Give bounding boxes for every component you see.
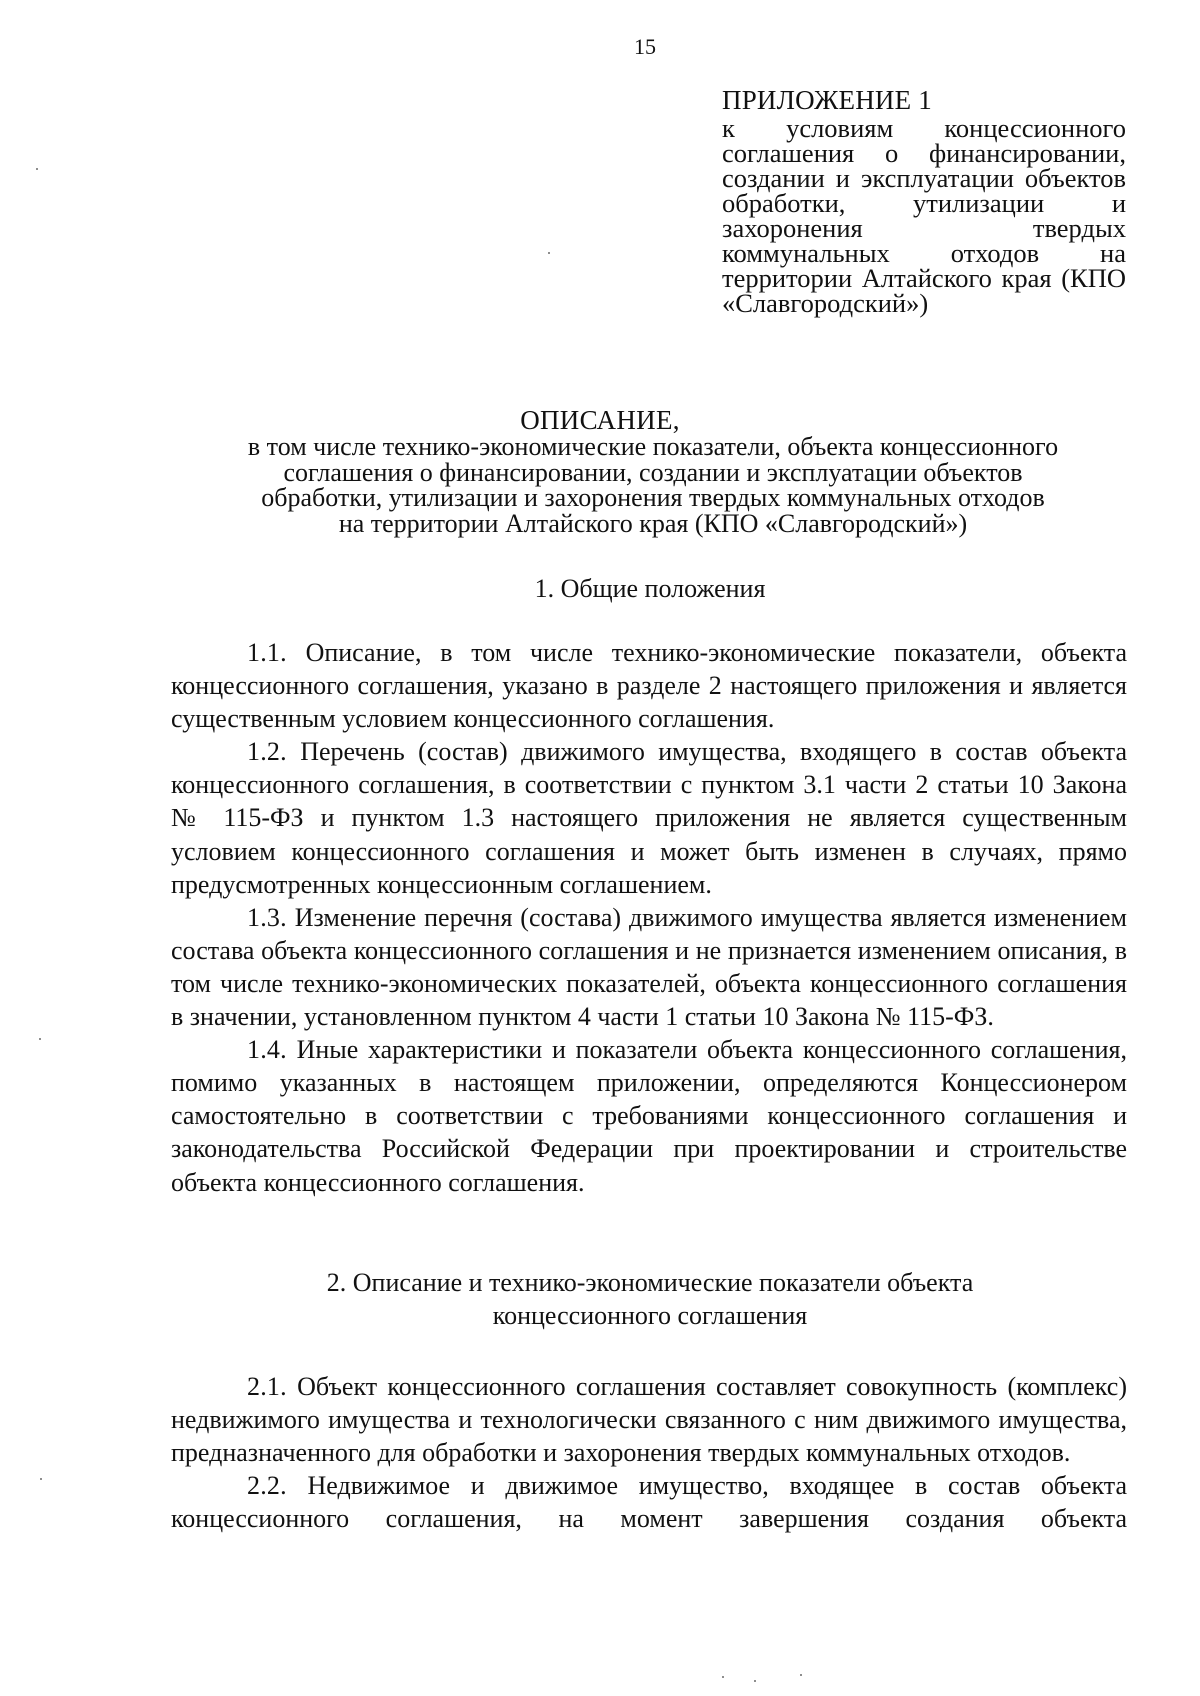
paragraph-number: 1.3. — [247, 902, 287, 932]
paragraph-number: 1.1. — [247, 638, 287, 667]
paragraph-text: Перечень (состав) движимого имущества, входящего в состав объекта концессионного соглашения, в соответствии с пунктом 3.1 части 2 статьи 10 Закона № 115-ФЗ и пунктом 1.3 настоящего приложения не является существенным условием концессионного соглашения и может быть изменен в случаях, прямо предусмотренных концессионным соглашением. — [171, 737, 1128, 899]
paragraph-1-3 — [171, 901, 1127, 1033]
paragraph-1-4 — [171, 1033, 1127, 1198]
paragraph-number: 1.2. — [247, 737, 287, 767]
subtitle-line: обработки, утилизации и захоронения твердых коммунальных отходов — [261, 483, 1045, 512]
subtitle-line: в том числе технико-экономические показатели, объекта концессионного — [247, 432, 1059, 461]
section-2-body — [171, 1370, 1127, 1535]
page-number: 15 — [634, 34, 656, 59]
section-2-heading-line: 2. Описание и технико-экономические показатели объекта — [326, 1268, 974, 1297]
section-1-body — [171, 636, 1127, 1199]
paragraph-text: Объект концессионного соглашения составляет совокупность (комплекс) недвижимого имущества и технологически связанного с ним движимого имущества, предназначенного для обработки и захоронения твердых коммунальных отходов. — [171, 1372, 1127, 1468]
paragraph-text: Изменение перечня (состава) движимого имущества является изменением состава объекта концессионного соглашения и не признается изменением описания, в том числе технико-экономических показателей, объекта концессионного соглашения в значении, установленном пунктом 4 части 1 статьи 10 Закона № 115-ФЗ. — [171, 902, 1128, 1032]
paragraph-number: 2.1. — [247, 1372, 287, 1401]
section-2-heading — [170, 1266, 1130, 1332]
document-subtitle — [196, 434, 1110, 536]
paragraph-1-1 — [171, 636, 1127, 735]
scan-speck — [39, 1038, 41, 1040]
paragraph-number: 2.2. — [247, 1471, 287, 1501]
appendix-title: ПРИЛОЖЕНИЕ 1 — [722, 85, 932, 115]
scan-speck — [36, 168, 38, 170]
document-title: ОПИСАНИЕ, — [520, 405, 680, 435]
subtitle-line: на территории Алтайского края (КПО «Славгородский») — [338, 508, 968, 538]
paragraph-text: Иные характеристики и показатели объекта концессионного соглашения, помимо указанных в настоящем приложении, определяются Концессионером самостоятельно в соответствии с требованиями концессионного соглашения и законодательства Российской Федерации при проектировании и строительстве объекта концессионного соглашения. — [171, 1035, 1127, 1197]
section-1-heading: 1. Общие положения — [534, 574, 766, 603]
scan-speck — [800, 1674, 802, 1676]
scan-speck — [722, 1676, 724, 1678]
paragraph-2-1 — [171, 1370, 1127, 1469]
scan-speck — [548, 252, 550, 254]
paragraph-text: Описание, в том числе технико-экономические показатели, объекта концессионного соглашения, указано в разделе 2 настоящего приложения и является существенным условием концессионного соглашения. — [171, 638, 1127, 734]
scan-speck — [754, 1680, 756, 1682]
paragraph-2-2 — [171, 1469, 1127, 1535]
appendix-text: к условиям концессионного соглашения о финансировании, создании и эксплуатации объектов обработки, утилизации и захоронения твердых коммунальных отходов на территории Алтайского края (КПО «Славгородский») — [722, 113, 1126, 318]
section-2-heading-line: концессионного соглашения — [492, 1301, 808, 1330]
subtitle-line: соглашения о финансировании, создании и эксплуатации объектов — [283, 457, 1023, 487]
paragraph-1-2 — [171, 735, 1127, 900]
scan-speck — [40, 1478, 42, 1480]
appendix-header — [722, 84, 1126, 316]
paragraph-text: Недвижимое и движимое имущество, входящее в состав объекта концессионного соглашения, на момент завершения создания объекта — [171, 1471, 1128, 1534]
paragraph-number: 1.4. — [247, 1035, 287, 1065]
